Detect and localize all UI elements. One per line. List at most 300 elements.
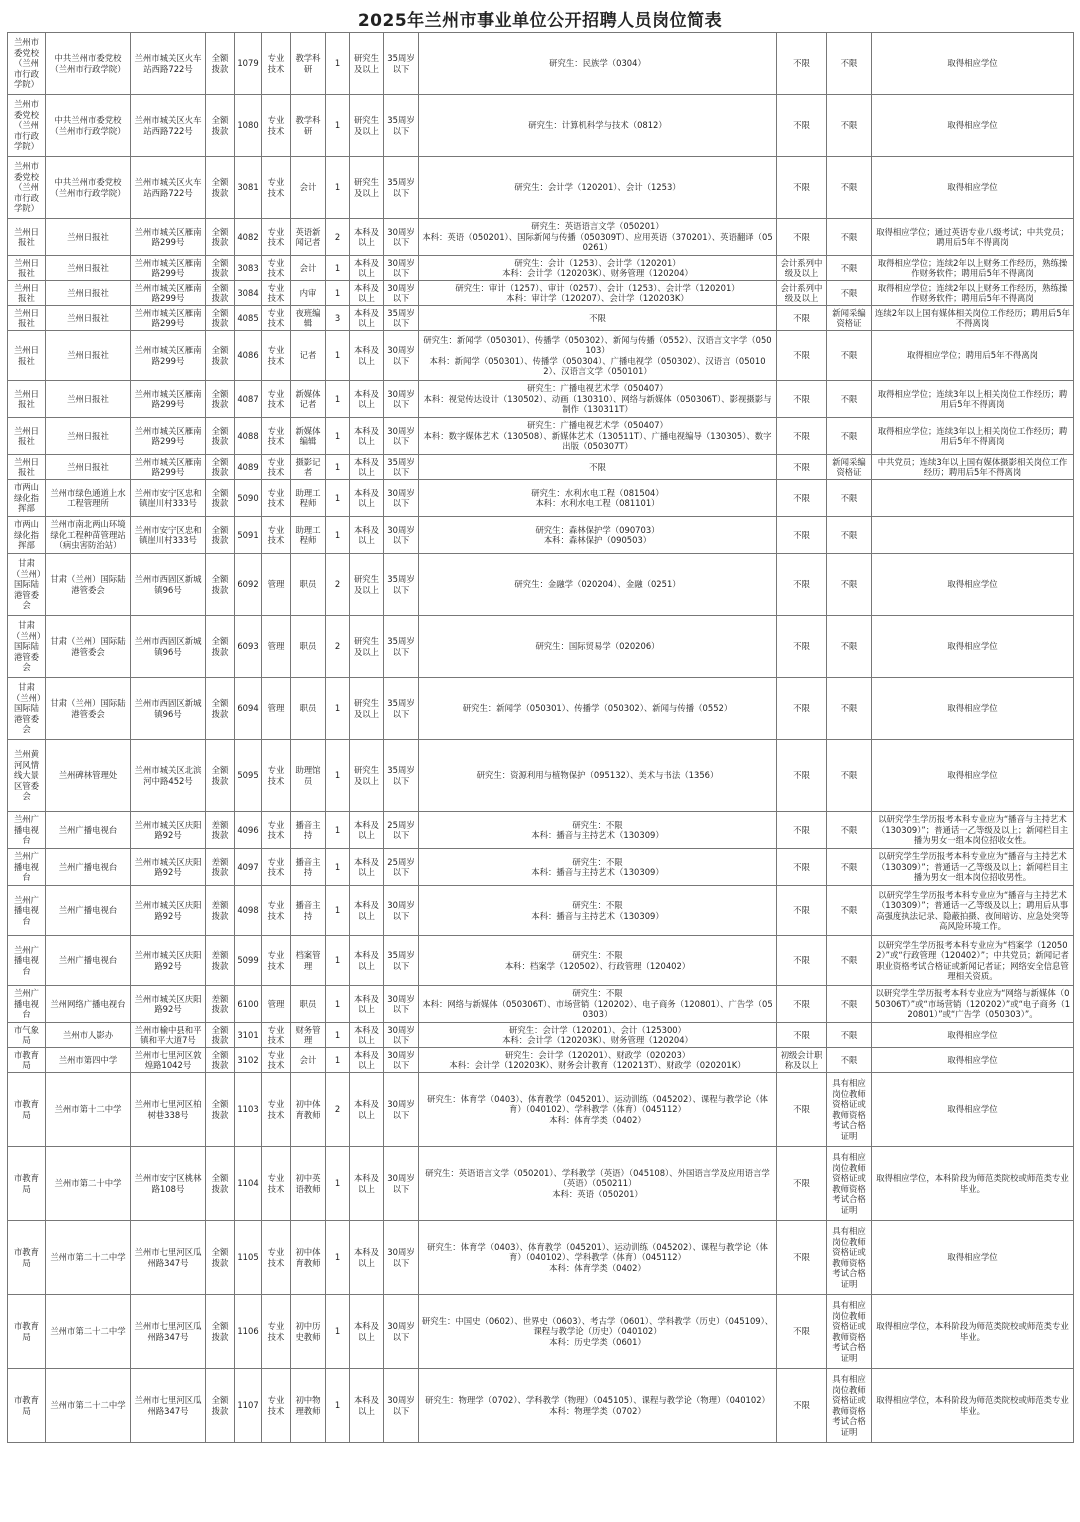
headcount-cell: 1	[326, 886, 350, 936]
title-cell: 不限	[777, 849, 827, 886]
headcount-cell: 1	[326, 1295, 350, 1369]
education-cell: 本科及以上	[350, 1048, 384, 1073]
post-name-cell: 会计	[291, 157, 326, 219]
unit-cell: 兰州市第二十二中学	[46, 1369, 131, 1443]
title-cell: 不限	[777, 678, 827, 740]
table-row	[8, 886, 1074, 936]
post-name-cell: 夜班编辑	[291, 306, 326, 331]
unit-cell: 兰州市第二十二中学	[46, 1295, 131, 1369]
post-name-cell: 初中历史教师	[291, 1295, 326, 1369]
table-row	[8, 936, 1074, 986]
post-type-cell: 专业技术	[262, 381, 291, 418]
post-name-cell: 教学科研	[291, 33, 326, 95]
unit-cell: 兰州日报社	[46, 306, 131, 331]
post-code-cell: 3081	[235, 157, 262, 219]
headcount-cell: 1	[326, 1048, 350, 1073]
table-row	[8, 157, 1074, 219]
table-row	[8, 256, 1074, 281]
cert-cell: 不限	[827, 1048, 872, 1073]
post-name-cell: 助理馆员	[291, 740, 326, 812]
title-cell: 不限	[777, 480, 827, 517]
address-cell: 兰州市城关区庆阳路92号	[131, 986, 206, 1023]
post-code-cell: 5099	[235, 936, 262, 986]
title-cell: 会计系列中级及以上	[777, 281, 827, 306]
age-cell: 30周岁以下	[384, 986, 419, 1023]
headcount-cell: 1	[326, 678, 350, 740]
post-type-cell: 专业技术	[262, 418, 291, 455]
dept-cell: 市教育局	[8, 1073, 46, 1147]
age-cell: 30周岁以下	[384, 1221, 419, 1295]
address-cell: 兰州市城关区雁南路299号	[131, 418, 206, 455]
remarks-cell: 取得相应学位	[872, 1023, 1074, 1048]
title-cell: 不限	[777, 936, 827, 986]
funding-cell: 全额拨款	[206, 95, 235, 157]
address-cell: 兰州市安宁区桃林路108号	[131, 1147, 206, 1221]
address-cell: 兰州市七里河区瓜州路347号	[131, 1369, 206, 1443]
cert-cell: 不限	[827, 740, 872, 812]
funding-cell: 差额拨款	[206, 886, 235, 936]
funding-cell: 全额拨款	[206, 740, 235, 812]
post-type-cell: 专业技术	[262, 849, 291, 886]
title-cell: 不限	[777, 1147, 827, 1221]
unit-cell: 兰州市南北两山环境绿化工程种苗管理站（病虫害防治站）	[46, 517, 131, 554]
post-type-cell: 专业技术	[262, 157, 291, 219]
cert-cell: 不限	[827, 936, 872, 986]
unit-cell: 兰州日报社	[46, 418, 131, 455]
post-type-cell: 专业技术	[262, 517, 291, 554]
funding-cell: 全额拨款	[206, 381, 235, 418]
post-type-cell: 专业技术	[262, 256, 291, 281]
post-name-cell: 会计	[291, 1048, 326, 1073]
title-cell: 不限	[777, 554, 827, 616]
title-cell: 不限	[777, 157, 827, 219]
dept-cell: 兰州广播电视台	[8, 986, 46, 1023]
age-cell: 35周岁以下	[384, 678, 419, 740]
title-cell: 不限	[777, 886, 827, 936]
unit-cell: 兰州广播电视台	[46, 886, 131, 936]
post-type-cell: 专业技术	[262, 1369, 291, 1443]
post-type-cell: 专业技术	[262, 936, 291, 986]
funding-cell: 全额拨款	[206, 219, 235, 256]
age-cell: 35周岁以下	[384, 306, 419, 331]
remarks-cell: 以研究学生学历报考本科专业应为“网络与新媒体（050306T）”或“市场营销（120202）”或“电子商务（120801）”或“广告学（050303）”。	[872, 986, 1074, 1023]
dept-cell: 市两山绿化指挥部	[8, 517, 46, 554]
education-cell: 本科及以上	[350, 281, 384, 306]
major-cell: 研究生：审计（1257）、审计（0257）、会计（1253）、会计学（120201） 本科：审计学（120207）、会计学（120203K）	[419, 281, 777, 306]
major-cell: 不限	[419, 306, 777, 331]
cert-cell: 不限	[827, 95, 872, 157]
dept-cell: 兰州日报社	[8, 256, 46, 281]
address-cell: 兰州市安宁区忠和镇崖川村333号	[131, 480, 206, 517]
table-row	[8, 616, 1074, 678]
post-code-cell: 4098	[235, 886, 262, 936]
post-name-cell: 职员	[291, 678, 326, 740]
post-type-cell: 专业技术	[262, 33, 291, 95]
address-cell: 兰州市城关区北滨河中路452号	[131, 740, 206, 812]
funding-cell: 全额拨款	[206, 1295, 235, 1369]
education-cell: 研究生及以上	[350, 740, 384, 812]
table-row	[8, 480, 1074, 517]
education-cell: 本科及以上	[350, 381, 384, 418]
table-row	[8, 381, 1074, 418]
address-cell: 兰州市城关区庆阳路92号	[131, 849, 206, 886]
remarks-cell: 取得相应学位	[872, 678, 1074, 740]
dept-cell: 市教育局	[8, 1147, 46, 1221]
unit-cell: 兰州市第二十二中学	[46, 1221, 131, 1295]
age-cell: 30周岁以下	[384, 1073, 419, 1147]
title-cell: 不限	[777, 95, 827, 157]
remarks-cell: 中共党员；连续3年以上国有媒体摄影相关岗位工作经历；聘用后5年不得离岗	[872, 455, 1074, 480]
table-row	[8, 95, 1074, 157]
cert-cell: 不限	[827, 33, 872, 95]
dept-cell: 甘肃（兰州）国际陆港管委会	[8, 616, 46, 678]
headcount-cell: 2	[326, 219, 350, 256]
post-type-cell: 管理	[262, 678, 291, 740]
headcount-cell: 1	[326, 331, 350, 381]
cert-cell: 不限	[827, 331, 872, 381]
title-cell: 不限	[777, 381, 827, 418]
dept-cell: 兰州日报社	[8, 306, 46, 331]
age-cell: 35周岁以下	[384, 936, 419, 986]
cert-cell: 不限	[827, 219, 872, 256]
address-cell: 兰州市城关区庆阳路92号	[131, 812, 206, 849]
headcount-cell: 1	[326, 418, 350, 455]
headcount-cell: 1	[326, 1369, 350, 1443]
positions-table-body	[8, 33, 1074, 1443]
education-cell: 本科及以上	[350, 1369, 384, 1443]
post-name-cell: 内审	[291, 281, 326, 306]
title-cell: 不限	[777, 812, 827, 849]
funding-cell: 全额拨款	[206, 157, 235, 219]
address-cell: 兰州市城关区雁南路299号	[131, 219, 206, 256]
remarks-cell: 取得相应学位；连续3年以上相关岗位工作经历；聘用后5年不得离岗	[872, 418, 1074, 455]
post-type-cell: 专业技术	[262, 1048, 291, 1073]
age-cell: 30周岁以下	[384, 281, 419, 306]
post-name-cell: 职员	[291, 986, 326, 1023]
headcount-cell: 1	[326, 33, 350, 95]
address-cell: 兰州市安宁区忠和镇崖川村333号	[131, 517, 206, 554]
post-name-cell: 财务管理	[291, 1023, 326, 1048]
education-cell: 研究生及以上	[350, 616, 384, 678]
unit-cell: 兰州市第四中学	[46, 1048, 131, 1073]
title-cell: 不限	[777, 986, 827, 1023]
dept-cell: 兰州市委党校（兰州市行政学院）	[8, 95, 46, 157]
cert-cell: 不限	[827, 418, 872, 455]
remarks-cell: 取得相应学位；聘用后5年不得离岗	[872, 331, 1074, 381]
table-row	[8, 517, 1074, 554]
age-cell: 30周岁以下	[384, 418, 419, 455]
cert-cell: 不限	[827, 678, 872, 740]
unit-cell: 兰州日报社	[46, 256, 131, 281]
post-code-cell: 4085	[235, 306, 262, 331]
age-cell: 30周岁以下	[384, 1147, 419, 1221]
address-cell: 兰州市七里河区柏树巷338号	[131, 1073, 206, 1147]
age-cell: 30周岁以下	[384, 256, 419, 281]
table-row	[8, 1221, 1074, 1295]
funding-cell: 全额拨款	[206, 418, 235, 455]
age-cell: 25周岁以下	[384, 849, 419, 886]
address-cell: 兰州市城关区雁南路299号	[131, 455, 206, 480]
post-type-cell: 专业技术	[262, 219, 291, 256]
funding-cell: 全额拨款	[206, 517, 235, 554]
address-cell: 兰州市城关区雁南路299号	[131, 256, 206, 281]
address-cell: 兰州市城关区雁南路299号	[131, 306, 206, 331]
education-cell: 研究生及以上	[350, 678, 384, 740]
education-cell: 本科及以上	[350, 306, 384, 331]
post-name-cell: 英语新闻记者	[291, 219, 326, 256]
funding-cell: 全额拨款	[206, 256, 235, 281]
table-row	[8, 812, 1074, 849]
table-row	[8, 219, 1074, 256]
education-cell: 研究生及以上	[350, 33, 384, 95]
address-cell: 兰州市西固区新城镇96号	[131, 554, 206, 616]
post-code-cell: 4089	[235, 455, 262, 480]
address-cell: 兰州市城关区庆阳路92号	[131, 886, 206, 936]
dept-cell: 兰州广播电视台	[8, 886, 46, 936]
post-code-cell: 6100	[235, 986, 262, 1023]
headcount-cell: 1	[326, 1023, 350, 1048]
cert-cell: 不限	[827, 886, 872, 936]
title-cell: 不限	[777, 1023, 827, 1048]
major-cell: 研究生：金融学（020204）、金融（0251）	[419, 554, 777, 616]
post-code-cell: 4088	[235, 418, 262, 455]
unit-cell: 兰州日报社	[46, 281, 131, 306]
major-cell: 研究生：不限 本科：播音与主持艺术（130309）	[419, 812, 777, 849]
post-code-cell: 1105	[235, 1221, 262, 1295]
dept-cell: 兰州日报社	[8, 281, 46, 306]
post-type-cell: 专业技术	[262, 95, 291, 157]
major-cell: 研究生：英语语言文学（050201） 本科：英语（050201）、国际新闻与传播（050309T）、应用英语（370201）、英语翻译（050261）	[419, 219, 777, 256]
address-cell: 兰州市城关区火车站西路722号	[131, 33, 206, 95]
address-cell: 兰州市城关区雁南路299号	[131, 281, 206, 306]
funding-cell: 全额拨款	[206, 331, 235, 381]
post-type-cell: 专业技术	[262, 1023, 291, 1048]
post-name-cell: 播音主持	[291, 849, 326, 886]
age-cell: 25周岁以下	[384, 812, 419, 849]
post-code-cell: 3102	[235, 1048, 262, 1073]
cert-cell: 具有相应岗位教师资格证或教师资格考试合格证明	[827, 1073, 872, 1147]
funding-cell: 差额拨款	[206, 849, 235, 886]
headcount-cell: 1	[326, 812, 350, 849]
unit-cell: 兰州广播电视台	[46, 849, 131, 886]
dept-cell: 兰州日报社	[8, 418, 46, 455]
headcount-cell: 1	[326, 281, 350, 306]
education-cell: 本科及以上	[350, 1147, 384, 1221]
dept-cell: 兰州市委党校（兰州市行政学院）	[8, 157, 46, 219]
remarks-cell: 取得相应学位	[872, 157, 1074, 219]
headcount-cell: 1	[326, 986, 350, 1023]
major-cell: 研究生：体育学（0403）、体育教学（045201）、运动训练（045202）、课程与教学论（体育）（040102）、学科教学（体育）（045112） 本科：体育学类（0402）	[419, 1221, 777, 1295]
headcount-cell: 1	[326, 95, 350, 157]
major-cell: 研究生：物理学（0702）、学科教学（物理）（045105）、课程与教学论（物理）（040102） 本科：物理学类（0702）	[419, 1369, 777, 1443]
post-code-cell: 1080	[235, 95, 262, 157]
title-cell: 不限	[777, 740, 827, 812]
headcount-cell: 1	[326, 455, 350, 480]
remarks-cell: 以研究学生学历报考本科专业应为“档案学（120502）”或“行政管理（120402）”；中共党员；新闻记者职业资格考试合格证或新闻记者证；网络安全信息管理相关资质。	[872, 936, 1074, 986]
post-code-cell: 3084	[235, 281, 262, 306]
post-code-cell: 1104	[235, 1147, 262, 1221]
remarks-cell: 取得相应学位	[872, 1221, 1074, 1295]
dept-cell: 兰州广播电视台	[8, 849, 46, 886]
remarks-cell: 取得相应学位	[872, 1073, 1074, 1147]
headcount-cell: 1	[326, 480, 350, 517]
post-type-cell: 管理	[262, 986, 291, 1023]
funding-cell: 全额拨款	[206, 306, 235, 331]
education-cell: 本科及以上	[350, 986, 384, 1023]
major-cell: 研究生：计算机科学与技术（0812）	[419, 95, 777, 157]
table-row	[8, 418, 1074, 455]
cert-cell: 新闻采编资格证	[827, 306, 872, 331]
dept-cell: 市教育局	[8, 1221, 46, 1295]
headcount-cell: 2	[326, 554, 350, 616]
remarks-cell: 取得相应学位；连续2年以上财务工作经历，熟练操作财务软件；聘用后5年不得离岗	[872, 256, 1074, 281]
address-cell: 兰州市城关区雁南路299号	[131, 381, 206, 418]
post-code-cell: 5095	[235, 740, 262, 812]
dept-cell: 市两山绿化指挥部	[8, 480, 46, 517]
headcount-cell: 1	[326, 256, 350, 281]
age-cell: 35周岁以下	[384, 33, 419, 95]
post-name-cell: 职员	[291, 554, 326, 616]
dept-cell: 市教育局	[8, 1048, 46, 1073]
funding-cell: 全额拨款	[206, 281, 235, 306]
address-cell: 兰州市七里河区瓜州路347号	[131, 1295, 206, 1369]
title-cell: 不限	[777, 219, 827, 256]
education-cell: 本科及以上	[350, 256, 384, 281]
table-row	[8, 455, 1074, 480]
remarks-cell: 取得相应学位，本科阶段为师范类院校或师范类专业毕业。	[872, 1295, 1074, 1369]
table-row	[8, 1023, 1074, 1048]
headcount-cell: 1	[326, 517, 350, 554]
age-cell: 30周岁以下	[384, 1369, 419, 1443]
table-row	[8, 306, 1074, 331]
remarks-cell: 取得相应学位	[872, 95, 1074, 157]
post-name-cell: 教学科研	[291, 95, 326, 157]
age-cell: 30周岁以下	[384, 886, 419, 936]
unit-cell: 兰州市绿色通道上水工程管理所	[46, 480, 131, 517]
education-cell: 本科及以上	[350, 418, 384, 455]
table-row	[8, 986, 1074, 1023]
funding-cell: 差额拨款	[206, 986, 235, 1023]
cert-cell: 不限	[827, 616, 872, 678]
post-type-cell: 专业技术	[262, 480, 291, 517]
education-cell: 本科及以上	[350, 1221, 384, 1295]
post-name-cell: 播音主持	[291, 886, 326, 936]
dept-cell: 甘肃（兰州）国际陆港管委会	[8, 678, 46, 740]
post-code-cell: 6094	[235, 678, 262, 740]
table-row	[8, 1295, 1074, 1369]
post-name-cell: 记者	[291, 331, 326, 381]
age-cell: 30周岁以下	[384, 1048, 419, 1073]
title-cell: 不限	[777, 306, 827, 331]
title-cell: 不限	[777, 1369, 827, 1443]
post-type-cell: 专业技术	[262, 306, 291, 331]
address-cell: 兰州市城关区火车站西路722号	[131, 95, 206, 157]
remarks-cell: 取得相应学位	[872, 554, 1074, 616]
education-cell: 本科及以上	[350, 1023, 384, 1048]
post-name-cell: 会计	[291, 256, 326, 281]
unit-cell: 兰州日报社	[46, 331, 131, 381]
post-code-cell: 1103	[235, 1073, 262, 1147]
cert-cell: 不限	[827, 986, 872, 1023]
post-code-cell: 5091	[235, 517, 262, 554]
post-name-cell: 初中体育教师	[291, 1073, 326, 1147]
age-cell: 30周岁以下	[384, 480, 419, 517]
education-cell: 本科及以上	[350, 936, 384, 986]
major-cell: 研究生：会计学（120201）、财政学（020203） 本科：会计学（120203K）、财务会计教育（120213T）、财政学（020201K）	[419, 1048, 777, 1073]
dept-cell: 市气象局	[8, 1023, 46, 1048]
table-row	[8, 849, 1074, 886]
unit-cell: 兰州广播电视台	[46, 812, 131, 849]
unit-cell: 兰州市第十二中学	[46, 1073, 131, 1147]
headcount-cell: 1	[326, 157, 350, 219]
major-cell: 研究生：民族学（0304）	[419, 33, 777, 95]
age-cell: 30周岁以下	[384, 517, 419, 554]
major-cell: 研究生：英语语言文学（050201）、学科教学（英语）（045108）、外国语言学及应用语言学（英语）（050211） 本科：英语（050201）	[419, 1147, 777, 1221]
cert-cell: 不限	[827, 157, 872, 219]
title-cell: 初级会计职称及以上	[777, 1048, 827, 1073]
title-cell: 会计系列中级及以上	[777, 256, 827, 281]
education-cell: 本科及以上	[350, 1295, 384, 1369]
funding-cell: 全额拨款	[206, 1048, 235, 1073]
headcount-cell: 3	[326, 306, 350, 331]
age-cell: 35周岁以下	[384, 157, 419, 219]
headcount-cell: 2	[326, 616, 350, 678]
post-name-cell: 档案管理	[291, 936, 326, 986]
remarks-cell: 以研究学生学历报考本科专业应为“播音与主持艺术（130309）”；普通话一乙等级及以上；新闻栏目主播为男女一组本岗位招收女性。	[872, 812, 1074, 849]
education-cell: 本科及以上	[350, 1073, 384, 1147]
cert-cell: 不限	[827, 517, 872, 554]
cert-cell: 具有相应岗位教师资格证或教师资格考试合格证明	[827, 1147, 872, 1221]
unit-cell: 中共兰州市委党校（兰州市行政学院）	[46, 157, 131, 219]
funding-cell: 全额拨款	[206, 455, 235, 480]
remarks-cell: 取得相应学位，本科阶段为师范类院校或师范类专业毕业。	[872, 1369, 1074, 1443]
major-cell: 研究生：体育学（0403）、体育教学（045201）、运动训练（045202）、课程与教学论（体育）（040102）、学科教学（体育）（045112） 本科：体育学类（0402）	[419, 1073, 777, 1147]
page-title: 2025年兰州市事业单位公开招聘人员岗位简表	[357, 11, 723, 31]
headcount-cell: 1	[326, 1147, 350, 1221]
major-cell: 研究生：森林保护学（090703） 本科：森林保护（090503）	[419, 517, 777, 554]
post-type-cell: 专业技术	[262, 455, 291, 480]
post-code-cell: 1107	[235, 1369, 262, 1443]
post-type-cell: 管理	[262, 554, 291, 616]
post-type-cell: 专业技术	[262, 740, 291, 812]
education-cell: 本科及以上	[350, 812, 384, 849]
remarks-cell: 取得相应学位	[872, 1048, 1074, 1073]
age-cell: 35周岁以下	[384, 554, 419, 616]
unit-cell: 兰州日报社	[46, 381, 131, 418]
funding-cell: 差额拨款	[206, 936, 235, 986]
cert-cell: 具有相应岗位教师资格证或教师资格考试合格证明	[827, 1221, 872, 1295]
post-code-cell: 5090	[235, 480, 262, 517]
unit-cell: 甘肃（兰州）国际陆港管委会	[46, 554, 131, 616]
cert-cell: 不限	[827, 381, 872, 418]
title-cell: 不限	[777, 1073, 827, 1147]
dept-cell: 甘肃（兰州）国际陆港管委会	[8, 554, 46, 616]
funding-cell: 全额拨款	[206, 1073, 235, 1147]
table-row	[8, 1147, 1074, 1221]
cert-cell: 新闻采编资格证	[827, 455, 872, 480]
table-row	[8, 678, 1074, 740]
address-cell: 兰州市七里河区瓜州路347号	[131, 1221, 206, 1295]
address-cell: 兰州市榆中县和平镇和平大道7号	[131, 1023, 206, 1048]
post-name-cell: 初中体育教师	[291, 1221, 326, 1295]
unit-cell: 兰州广播电视台	[46, 936, 131, 986]
remarks-cell: 以研究学生学历报考本科专业应为“播音与主持艺术（130309）”；普通话一乙等级及以上；聘用后从事高强度执法记录、隐蔽拍摄、夜间暗访、应急处突等高风险环境工作。	[872, 886, 1074, 936]
funding-cell: 全额拨款	[206, 1023, 235, 1048]
unit-cell: 兰州日报社	[46, 455, 131, 480]
funding-cell: 全额拨款	[206, 554, 235, 616]
cert-cell: 不限	[827, 812, 872, 849]
post-type-cell: 专业技术	[262, 1295, 291, 1369]
